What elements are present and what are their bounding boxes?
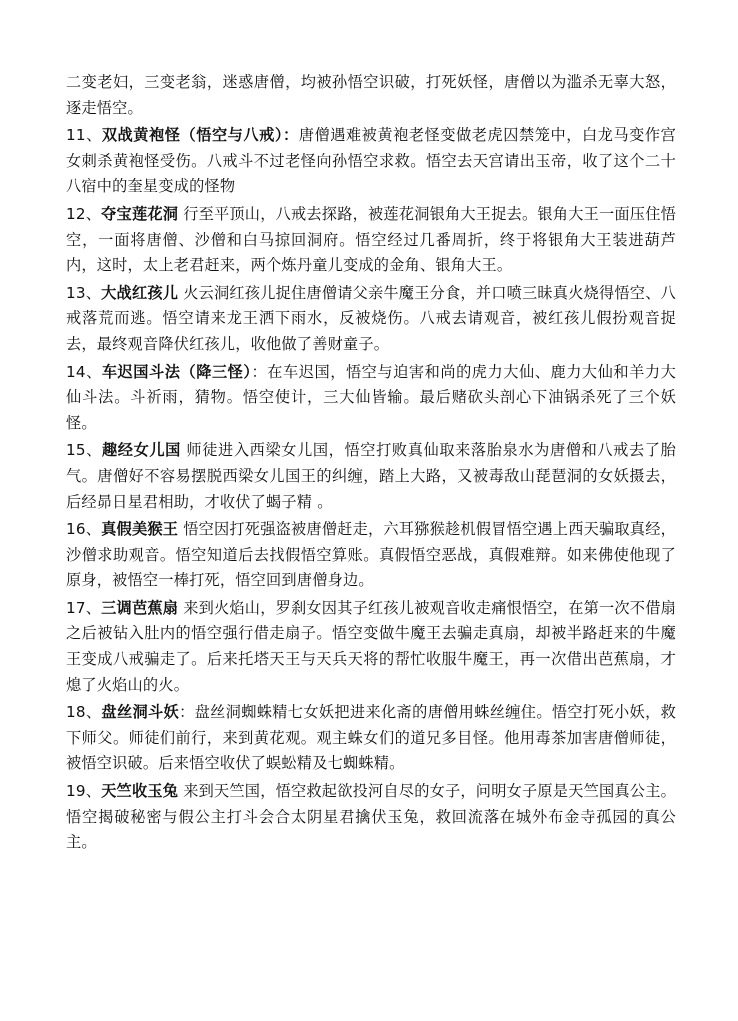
paragraph-15 (66, 438, 676, 515)
paragraph-body: ：盘丝洞蜘蛛精七女妖把进来化斋的唐僧用蛛丝缠住。悟空打死小妖，救下师父。师徒们前行，来到黄花观。观主蛛女们的道兄多目怪。他用毒茶加害唐僧师徒，被悟空识破。后来悟空收伏了蜈蚣精及七蜘蛛精。 (66, 703, 676, 773)
paragraph-19 (66, 779, 676, 856)
paragraph-body: 行至平顶山，八戒去探路，被莲花洞银角大王捉去。银角大王一面压住悟空，一面将唐僧、沙僧和白马掠回洞府。悟空经过几番周折，终于将银角大王装进葫芦内，这时，太上老君赶来，两个炼丹童儿变成的金角、银角大王。 (66, 204, 676, 275)
paragraph-number: 16、 (66, 520, 102, 539)
paragraph-body: 来到火焰山，罗刹女因其子红孩儿被观音收走痛恨悟空，在第一次不借扇之后被钻入肚内的悟空强行借走扇子。悟空变做牛魔王去骗走真扇，却被半路赶来的牛魔王变成八戒骗走了。后来托塔天王与天兵天将的帮忙收服牛魔王，再一次借出芭蕉扇，才熄了火焰山的火。 (66, 598, 676, 694)
paragraph-number: 17、 (66, 598, 102, 617)
paragraph-number: 19、 (66, 782, 102, 801)
paragraph-17 (66, 596, 676, 698)
paragraph-title: 三调芭蕉扇 (101, 598, 179, 617)
paragraph-12 (66, 202, 676, 279)
paragraph-title: 大战红孩儿 (101, 283, 179, 302)
paragraph-body: 悟空因打死强盗被唐僧赶走，六耳猕猴趁机假冒悟空遇上西天骗取真经，沙僧求助观音。悟空知道后去找假悟空算账。真假悟空恶战，真假难辩。如来佛使他现了原身，被悟空一棒打死，悟空回到唐僧身边。 (66, 520, 676, 590)
paragraph-number: 11、 (66, 126, 102, 145)
paragraph-18 (66, 700, 676, 777)
paragraph-title: 车迟国斗法（降三怪） (101, 362, 252, 381)
paragraph-title: 双战黄袍怪（悟空与八戒）： (101, 126, 299, 145)
paragraph-body: 唐僧遇难被黄袍老怪变做老虎囚禁笼中，白龙马变作宫女刺杀黄袍怪受伤。八戒斗不过老怪向孙悟空求救。悟空去天宫请出玉帝，收了这个二十八宿中的奎星变成的怪物 (66, 126, 676, 196)
paragraph-number: 13、 (66, 283, 102, 302)
paragraph-title: 真假美猴王 (101, 520, 179, 539)
paragraph-title: 天竺收玉兔 (101, 782, 179, 801)
paragraph-title: 趣经女儿国 (101, 441, 181, 460)
paragraph-13 (66, 281, 676, 358)
paragraph-title: 夺宝莲花洞 (101, 204, 179, 223)
paragraph-11 (66, 123, 676, 200)
paragraph-number: 14、 (66, 362, 102, 381)
paragraph-body: ：在车迟国，悟空与迫害和尚的虎力大仙、鹿力大仙和羊力大仙斗法。斗祈雨，猜物。悟空使计，三大仙皆输。最后赌砍头剖心下油锅杀死了三个妖怪。 (66, 362, 676, 432)
paragraph-intro (66, 70, 676, 121)
paragraph-16 (66, 517, 676, 594)
paragraph-body: 师徒进入西梁女儿国，悟空打败真仙取来落胎泉水为唐僧和八戒去了胎气。唐僧好不容易摆脱西梁女儿国王的纠缠，踏上大路，又被毒敌山琵琶洞的女妖摄去，后经昴日星君相助，才收伏了蝎子精 。 (66, 441, 676, 511)
paragraph-number: 18、 (66, 703, 102, 722)
paragraph-body: 火云洞红孩儿捉住唐僧请父亲牛魔王分食，并口喷三昧真火烧得悟空、八戒落荒而逃。悟空请来龙王洒下雨水，反被烧伤。八戒去请观音，被红孩儿假扮观音捉去，最终观音降伏红孩儿，收他做了善财童子。 (66, 283, 676, 353)
paragraph-title: 盘丝洞斗妖 (101, 703, 180, 722)
paragraph-14 (66, 360, 676, 437)
paragraph-body: 来到天竺国，悟空救起欲投河自尽的女子，问明女子原是天竺国真公主。悟空揭破秘密与假公主打斗会合太阴星君擒伏玉兔，救回流落在城外布金寺孤园的真公主。 (66, 782, 676, 852)
paragraph-number: 15、 (66, 441, 102, 460)
paragraph-body: 二变老妇，三变老翁，迷惑唐僧，均被孙悟空识破，打死妖怪，唐僧以为滥杀无辜大怒，逐走悟空。 (66, 73, 676, 117)
paragraph-number: 12、 (66, 204, 102, 223)
document-page (66, 70, 676, 858)
